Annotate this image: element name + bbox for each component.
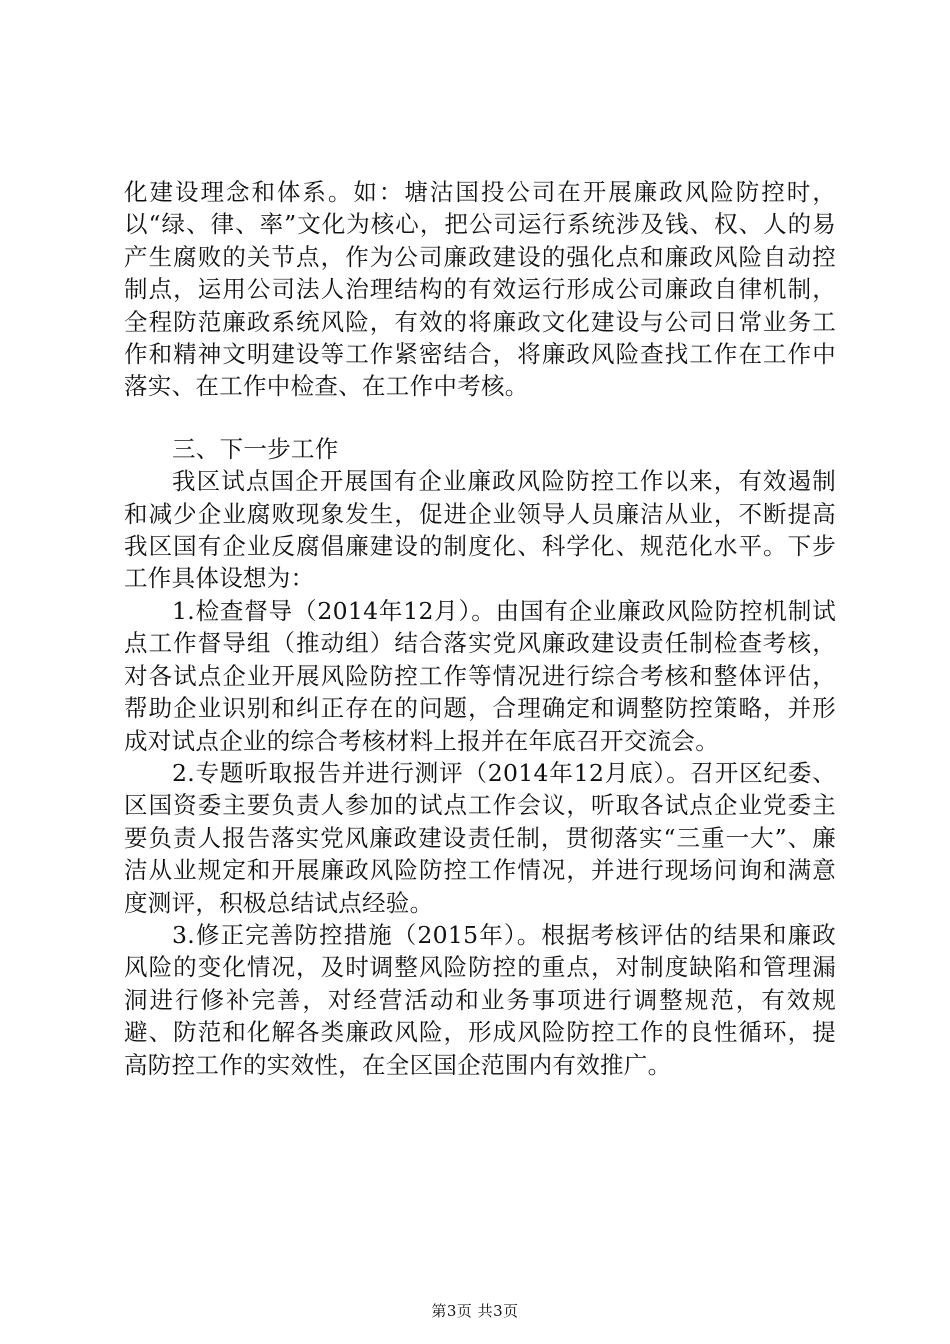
paragraph-item-3-revise-measures: 3.修正完善防控措施（2015年）。根据考核评估的结果和廉政风险的变化情况，及时调整风险防控的重点，对制度缺陷和管理漏洞进行修补完善，对经营活动和业务事项进行调整规范，有效规避、防范和化解各类廉政风险，形成风险防控工作的良性循环，提高防控工作的实效性，在全区国企范围内有效推广。 (124, 920, 836, 1079)
paragraph-item-2-report-evaluation: 2.专题听取报告并进行测评（2014年12月底）。召开区纪委、区国资委主要负责人参加的试点工作会议，听取各试点企业党委主要负责人报告落实党风廉政建设责任制，贯彻落实“三重一大”、廉洁从业规定和开展廉政风险防控工作情况，并进行现场问询和满意度测评，积极总结试点经验。 (124, 758, 836, 917)
section-heading-next-steps: 三、下一步工作 (172, 434, 339, 463)
page-footer-number: 第3页 共3页 (431, 1302, 519, 1320)
paragraph-next-steps-intro: 我区试点国企开展国有企业廉政风险防控工作以来，有效遏制和减少企业腐败现象发生，促进企业领导人员廉洁从业，不断提高我区国有企业反腐倡廉建设的制度化、科学化、规范化水平。下步工作具体设想为： (124, 467, 836, 593)
paragraph-culture-construction: 化建设理念和体系。如：塘沽国投公司在开展廉政风险防控时，以“绿、律、率”文化为核心，把公司运行系统涉及钱、权、人的易产生腐败的关节点，作为公司廉政建设的强化点和廉政风险自动控制点，运用公司法人治理结构的有效运行形成公司廉政自律机制，全程防范廉政系统风险，有效的将廉政文化建设与公司日常业务工作和精神文明建设等工作紧密结合，将廉政风险查找工作在工作中落实、在工作中检查、在工作中考核。 (124, 178, 836, 401)
paragraph-item-1-inspection: 1.检查督导（2014年12月）。由国有企业廉政风险防控机制试点工作督导组（推动组）结合落实党风廉政建设责任制检查考核，对各试点企业开展风险防控工作等情况进行综合考核和整体评估，帮助企业识别和纠正存在的问题，合理确定和调整防控策略，并形成对试点企业的综合考核材料上报并在年底召开交流会。 (124, 596, 836, 755)
document-body (124, 176, 836, 1081)
